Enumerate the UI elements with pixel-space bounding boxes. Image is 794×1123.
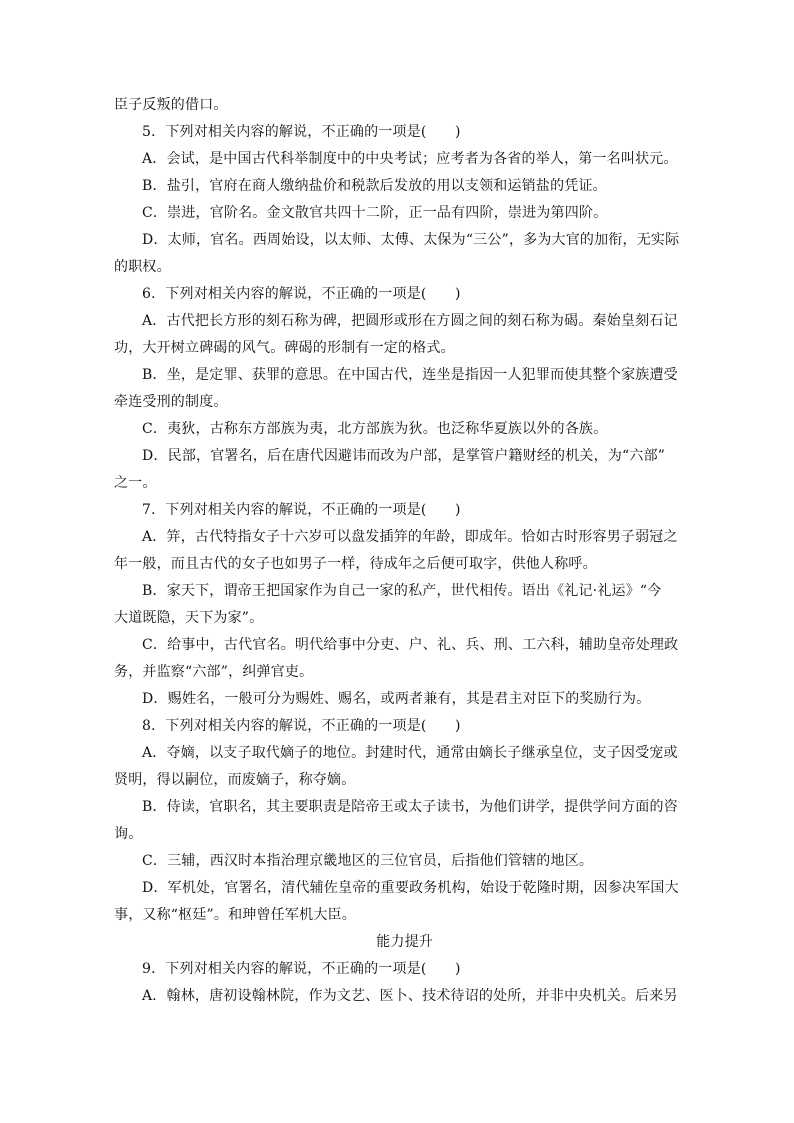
question-6-option-c: C．夷狄，古称东方部族为夷，北方部族为狄。也泛称华夏族以外的各族。 — [142, 421, 608, 437]
question-5-option-d: D．太师，官名。西周始设，以太师、太傅、太保为“三公”，多为大官的加衔，无实际 — [142, 232, 680, 248]
question-9-option-a: A．翰林，唐初设翰林院，作为文艺、医卜、技术待诏的处所，并非中央机关。后来另 — [142, 988, 678, 1004]
question-6-option-d-cont: 之一。 — [114, 475, 157, 491]
question-5-option-b: B．盐引，官府在商人缴纳盐价和税款后发放的用以支领和运销盐的凭证。 — [142, 178, 607, 194]
question-7-stem: 7．下列对相关内容的解说，不正确的一项是( ) — [142, 502, 461, 518]
question-8-option-b: B．侍读，官职名，其主要职责是陪帝王或太子读书，为他们讲学，提供学问方面的咨 — [142, 799, 678, 815]
question-8-option-a-cont: 贤明，得以嗣位，而废嫡子，称夺嫡。 — [114, 772, 356, 788]
question-6-stem: 6．下列对相关内容的解说，不正确的一项是( ) — [142, 286, 461, 302]
question-6-option-a: A．古代把长方形的刻石称为碑，把圆形或形在方圆之间的刻石称为碣。秦始皇刻石记 — [142, 313, 678, 329]
question-6-option-b: B．坐，是定罪、获罪的意思。在中国古代，连坐是指因一人犯罪而使其整个家族遭受 — [142, 367, 678, 383]
question-8-option-c: C．三辅，西汉时本指治理京畿地区的三位官员，后指他们管辖的地区。 — [142, 853, 594, 869]
question-7-option-a: A．笄，古代特指女子十六岁可以盘发插笄的年龄，即成年。恰如古时形容男子弱冠之 — [142, 529, 678, 545]
question-7-option-a-cont: 年一般，而且古代的女子也如男子一样，待成年之后便可取字，供他人称呼。 — [114, 556, 597, 572]
question-7-option-d: D．赐姓名，一般可分为赐姓、赐名，或两者兼有，其是君主对臣下的奖励行为。 — [142, 691, 651, 707]
question-8-option-a: A．夺嫡，以支子取代嫡子的地位。封建时代，通常由嫡长子继承皇位，支子因受宠或 — [142, 745, 678, 761]
section-heading: 能力提升 — [364, 934, 434, 950]
question-5-stem: 5．下列对相关内容的解说，不正确的一项是( ) — [142, 124, 461, 140]
question-5-option-a: A．会试，是中国古代科举制度中的中央考试；应考者为各省的举人，第一名叫状元。 — [142, 151, 678, 167]
question-6-option-a-cont: 功，大开树立碑碣的风气。碑碣的形制有一定的格式。 — [114, 340, 455, 356]
question-7-option-b-cont: 大道既隐，天下为家”。 — [114, 610, 264, 626]
question-6-option-d: D．民部，官署名，后在唐代因避讳而改为户部，是掌管户籍财经的机关，为“六部” — [142, 448, 666, 464]
question-7-option-c: C．给事中，古代官名。明代给事中分吏、户、礼、兵、刑、工六科，辅助皇帝处理政 — [142, 637, 679, 653]
question-8-option-b-cont: 询。 — [114, 826, 143, 842]
text-line: 臣子反叛的借口。 — [114, 97, 228, 113]
document-body — [114, 92, 684, 1010]
question-5-option-d-cont: 的职权。 — [114, 259, 171, 275]
question-5-option-c: C．崇进，官阶名。金文散官共四十二阶，正一品有四阶，崇进为第四阶。 — [142, 205, 608, 221]
question-6-option-b-cont: 牵连受刑的制度。 — [114, 394, 228, 410]
question-8-stem: 8．下列对相关内容的解说，不正确的一项是( ) — [142, 718, 461, 734]
question-7-option-c-cont: 务，并监察“六部”，纠弹官吏。 — [114, 664, 314, 680]
question-8-option-d: D．军机处，官署名，清代辅佐皇帝的重要政务机构，始设于乾隆时期，因参决军国大 — [142, 880, 679, 896]
question-9-stem: 9．下列对相关内容的解说，不正确的一项是( ) — [142, 961, 461, 977]
question-8-option-d-cont: 事，又称“枢廷”。和珅曾任军机大臣。 — [114, 907, 356, 923]
question-7-option-b: B．家天下，谓帝王把国家作为自己一家的私产，世代相传。语出《礼记·礼运》“今 — [142, 583, 662, 599]
